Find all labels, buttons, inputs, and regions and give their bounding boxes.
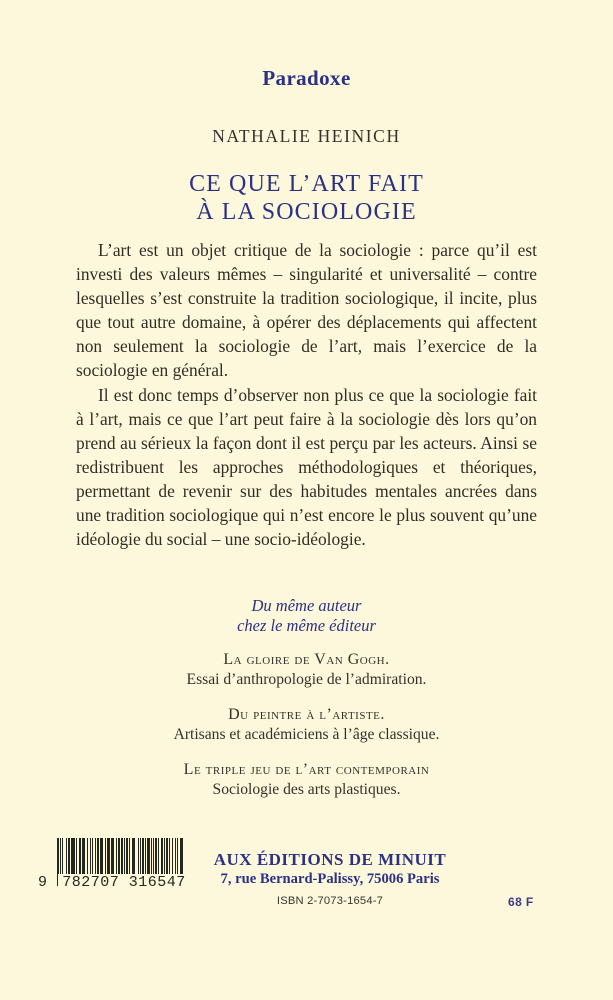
work-subtitle: Sociologie des arts plastiques.: [212, 781, 401, 798]
blurb-text: [76, 238, 537, 551]
work-title: Le triple jeu de l’art contemporain: [183, 761, 430, 778]
isbn-text: ISBN 2-7073-1654-7: [276, 895, 384, 907]
work-title: La gloire de Van Gogh.: [223, 651, 390, 668]
same-author-heading-line-1: Du même auteur: [251, 596, 362, 615]
barcode-main-digits: 782707 316547: [58, 874, 190, 891]
price-label: 68 F: [508, 895, 534, 909]
author-name: NATHALIE HEINICH: [212, 126, 401, 146]
blurb-paragraph-2: Il est donc temps d’observer non plus ce que la sociologie fait à l’art, mais ce que l’art peut faire à la sociologie dès lors qu’on prend au sérieux la façon dont il est perçu par les acteurs. Ainsi se redistribuent les approches méthodologiques et théoriques, permettant de revenir sur des habitudes mentales ancrées dans une tradition sociologique qui n’est encore le plus souvent qu’une idéologie du social – une socio-idéologie.: [76, 384, 537, 550]
book-title: [0, 170, 613, 226]
barcode-lead-digit: 9: [38, 874, 48, 891]
work-subtitle: Essai d’anthropologie de l’admiration.: [186, 671, 427, 688]
list-item: [0, 760, 613, 800]
book-title-line-1: CE QUE L’ART FAIT: [189, 171, 424, 197]
publisher-block: [185, 849, 475, 889]
barcode: [38, 838, 186, 891]
same-author-heading-line-2: chez le même éditeur: [237, 616, 376, 635]
same-author-heading: [0, 596, 613, 636]
work-subtitle: Artisans et académiciens à l’âge classique.: [173, 726, 440, 743]
work-title: Du peintre à l’artiste.: [228, 706, 385, 723]
blurb-paragraph-1: L’art est un objet critique de la sociologie : parce qu’il est investi des valeurs mêmes – singularité et universalité – contre lesquelles s’est construite la tradition sociologique, il incite, plus que tout autre domaine, à opérer des déplacements qui affectent non seulement la sociologie de l’art, mais l’exercice de la sociologie en général.: [76, 240, 537, 381]
publisher-name: AUX ÉDITIONS DE MINUIT: [213, 850, 447, 869]
book-title-line-2: À LA SOCIOLOGIE: [196, 199, 417, 225]
list-item: [0, 705, 613, 745]
same-author-section: [0, 596, 613, 800]
publisher-address: 7, rue Bernard-Palissy, 75006 Paris: [220, 871, 440, 887]
works-list: [0, 650, 613, 800]
list-item: [0, 650, 613, 690]
series-name: Paradoxe: [262, 66, 351, 90]
